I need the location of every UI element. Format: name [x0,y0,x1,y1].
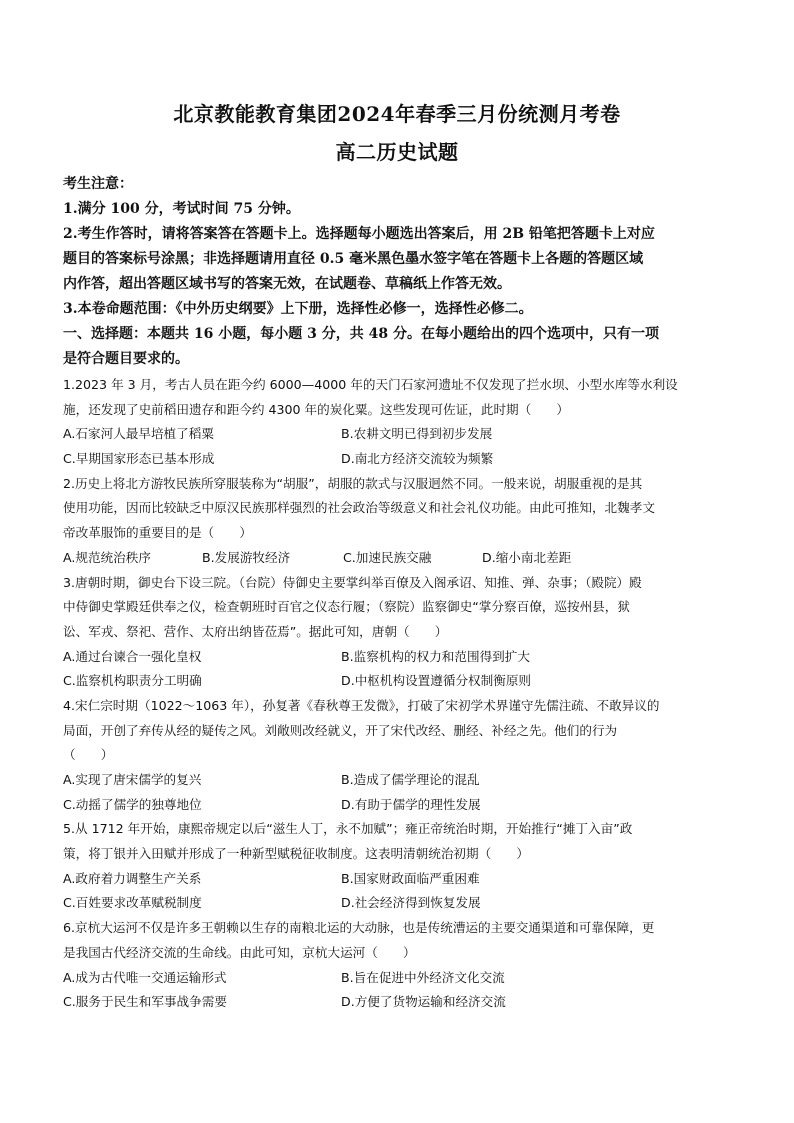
question-list [63,373,731,1015]
question-stem: 4.宋仁宗时期（1022～1063 年），孙复著《春秋尊王发微》，打破了宋初学术界谨守先儒注疏、不敢异议的 [63,697,660,713]
note-item: 1.满分 100 分，考试时间 75 分钟。 [63,201,300,217]
question-6 [63,916,731,1015]
option-row [63,793,731,818]
question-stem: 6.京杭大运河不仅是许多王朝赖以生存的南粮北运的大动脉，也是传统漕运的主要交通渠道和可靠保障，更 [63,920,655,936]
option-c: C.早期国家形态已基本形成 [63,451,215,467]
question-stem: 是我国古代经济交流的生命线。由此可知，京杭大运河（ ） [63,944,416,960]
question-1 [63,373,731,472]
notes-heading: 考生注意： [63,176,133,192]
option-b: B.发展游牧经济 [202,549,291,565]
exam-title: 北京教能教育集团2024年春季三月份统测月考卷 [173,102,621,126]
question-stem: 3.唐朝时期，御史台下设三院。（台院）侍御史主要掌纠举百僚及入阁承诏、知推、弹、杂事；（殿院）殿 [63,574,642,590]
option-row [63,422,731,447]
section-instruction: 一、选择题：本题共 16 小题，每小题 3 分，共 48 分。在每小题给出的四个选项中，只有一项 [63,326,659,342]
option-d: D.有助于儒学的理性发展 [341,796,481,812]
option-d: D.方便了货物运输和经济交流 [341,994,506,1010]
section-heading [63,322,731,372]
option-b: B.农耕文明已得到初步发展 [341,426,493,442]
option-a: A.石家河人最早培植了稻粟 [63,426,214,442]
option-b: B.造成了儒学理论的混乱 [341,772,480,787]
question-2 [63,472,731,571]
option-c: C.动摇了儒学的独尊地位 [63,796,202,812]
option-c: C.监察机构职责分工明确 [63,673,202,689]
question-stem: 帝改革服饰的重要目的是（ ） [63,525,252,541]
question-stem: 策，将丁银并入田赋并形成了一种新型赋税征收制度。这表明清朝统治初期（ ） [63,846,529,862]
question-stem: 局面，开创了弃传从经的疑传之风。刘敞则改经就义，开了宋代改经、删经、补经之先。他们的行为 [63,722,618,738]
question-stem: 施，还发现了史前稻田遗存和距今约 4300 年的炭化粟。这些发现可佐证，此时期（ ） [63,401,570,417]
option-d: D.中枢机构设置遵循分权制衡原则 [341,673,532,689]
option-d: D.社会经济得到恢复发展 [341,895,481,911]
option-a: A.通过台谏合一强化皇权 [63,648,202,664]
question-5 [63,817,731,916]
note-item: 内作答，超出答题区域书写的答案无效，在试题卷、草稿纸上作答无效。 [63,276,511,292]
question-3 [63,571,731,694]
question-stem: （ ） [63,747,114,763]
note-item: 3.本卷命题范围：《中外历史纲要》上下册，选择性必修一，选择性必修二。 [63,301,533,317]
option-row [63,447,731,472]
option-row [63,768,731,793]
option-a: A.政府着力调整生产关系 [63,870,202,886]
option-row [63,891,731,916]
question-stem: 使用功能，因而比较缺乏中原汉民族那样强烈的社会政治等级意义和社会礼仪功能。由此可推知，北魏孝文 [63,500,655,516]
question-stem: 讼、军戎、祭祀、营作、太府出纳皆莅焉”。据此可知，唐朝（ ） [63,623,448,639]
option-row [63,546,731,571]
question-stem: 中侍御史掌殿廷供奉之仪，检查朝班时百官之仪态行履；（察院）监察御史“掌分察百僚，巡按州县，狱 [63,599,630,615]
option-d: D.缩小南北差距 [482,549,572,565]
option-row [63,966,731,991]
option-row [63,645,731,670]
question-stem: 5.从 1712 年开始，康熙帝规定以后“滋生人丁，永不加赋”；雍正帝统治时期，开始推行“摊丁入亩”政 [63,821,633,837]
option-c: C.百姓要求改革赋税制度 [63,895,202,911]
section-instruction: 是符合题目要求的。 [63,351,189,367]
option-row [63,669,731,694]
option-c: C.加速民族交融 [343,549,432,565]
option-b: B.监察机构的权力和范围得到扩大 [341,648,530,664]
note-item: 2.考生作答时，请将答案答在答题卡上。选择题每小题选出答案后，用 2B 铅笔把答题卡上对应 [63,226,655,242]
option-b: B.国家财政面临严重困难 [341,870,480,886]
option-a: A.实现了唐宋儒学的复兴 [63,772,202,787]
option-c: C.服务于民生和军事战争需要 [63,994,227,1010]
question-stem: 1.2023 年 3 月，考古人员在距今约 6000—4000 年的天门石家河遗址不仅发现了拦水坝、小型水库等水利设 [63,377,678,392]
option-row [63,990,731,1015]
exam-subtitle: 高二历史试题 [335,140,459,164]
option-a: A.规范统治秩序 [63,549,151,565]
candidate-notes [63,172,731,322]
note-item: 题目的答案标号涂黑；非选择题请用直径 0.5 毫米黑色墨水签字笔在答题卡上各题的答题区域 [63,251,644,267]
question-stem: 2.历史上将北方游牧民族所穿服装称为“胡服”，胡服的款式与汉服迥然不同。一般来说，胡服重视的是其 [63,475,643,491]
question-4 [63,694,731,817]
option-b: B.旨在促进中外经济文化交流 [341,969,505,985]
option-a: A.成为古代唯一交通运输形式 [63,969,227,985]
option-row [63,867,731,892]
option-d: D.南北方经济交流较为频繁 [341,451,494,467]
